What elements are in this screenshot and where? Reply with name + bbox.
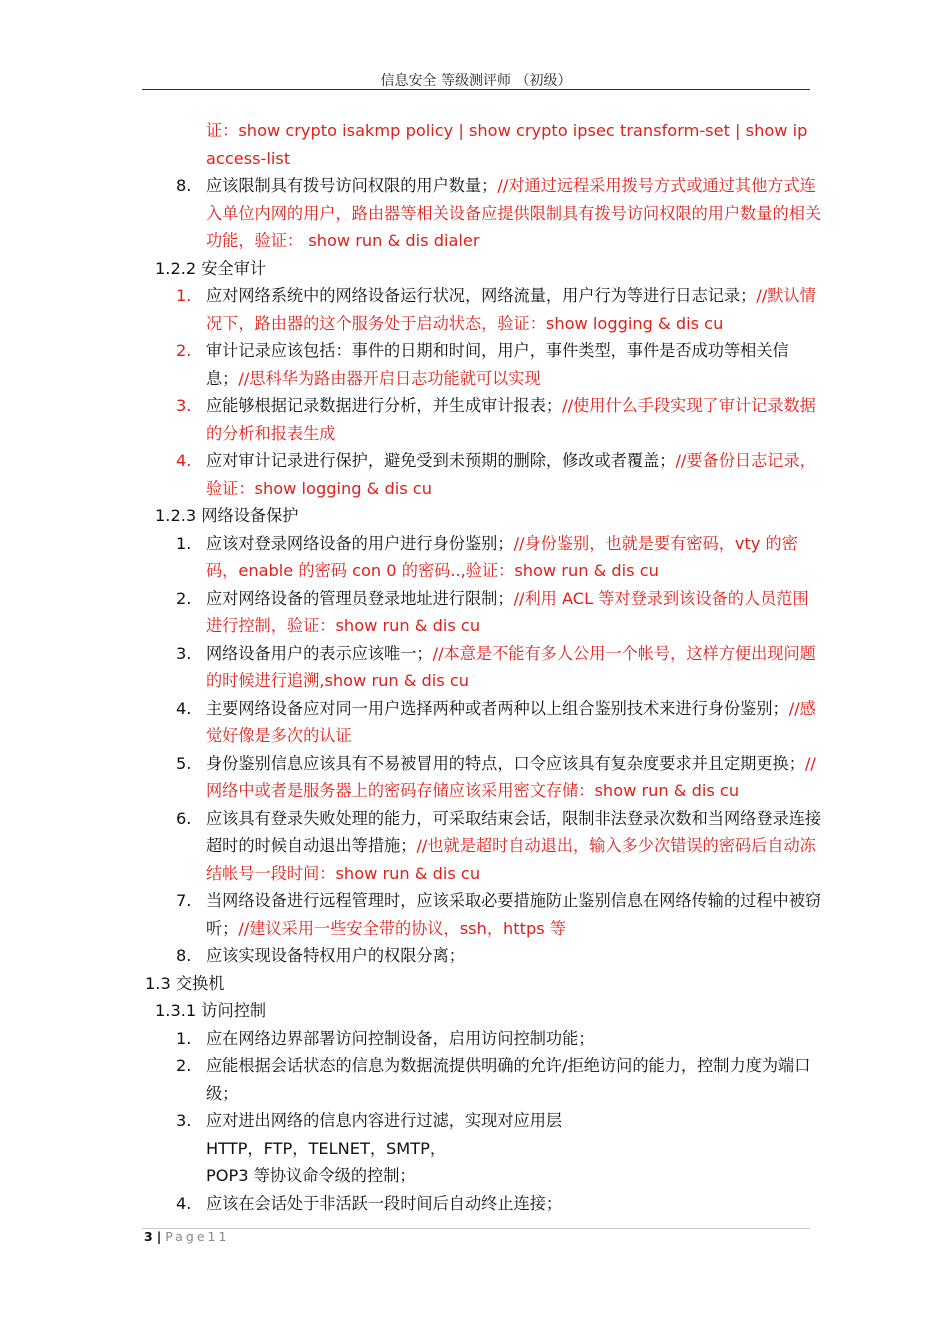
list-item	[142, 392, 822, 447]
item-text-line: HTTP，FTP，TELNET，SMTP，	[206, 1138, 447, 1158]
list-item	[142, 282, 822, 337]
item-note: //利用 ACL 等对登录到该设备的人员范围进行控制，验证：show run & dis cu	[206, 588, 809, 635]
footer-divider	[142, 1228, 810, 1229]
list-item	[142, 1052, 822, 1107]
item-text: 网络设备用户的表示应该唯一；	[206, 643, 433, 663]
list-item	[142, 172, 822, 255]
item-text: 应对审计记录进行保护，避免受到未预期的删除，修改或者覆盖；	[206, 451, 676, 470]
item-number: 8.	[176, 946, 192, 965]
item-text: 主要网络设备应对同一用户选择两种或者两种以上组合鉴别技术来进行身份鉴别；	[206, 698, 789, 718]
item-number: 1.	[176, 286, 192, 305]
page-footer	[144, 1229, 229, 1244]
item-number: 1.	[176, 1028, 192, 1048]
item-text-line: 应对进出网络的信息内容进行过滤，实现对应用层	[206, 1111, 563, 1130]
page-number: 3	[144, 1229, 153, 1244]
item-number: 3.	[176, 643, 192, 663]
item-number: 3.	[176, 396, 192, 415]
item-number: 2.	[176, 1056, 192, 1075]
item-note: //使用什么手段实现了审计记录数据的分析和报表生成	[206, 396, 816, 443]
item-note: //思科华为路由器开启日志功能就可以实现	[238, 368, 541, 388]
item-note: //网络中或者是服务器上的密码存储应该采用密文存储：show run & dis cu	[206, 753, 816, 800]
list-item	[142, 1025, 822, 1053]
item-text: 应该在会话处于非活跃一段时间后自动终止连接；	[206, 1193, 563, 1213]
section-heading-1-2-3: 1.2.3 网络设备保护	[155, 506, 299, 525]
item-number: 3.	[176, 1111, 192, 1130]
item-text: 应该实现设备特权用户的权限分离；	[206, 946, 465, 965]
section-heading-1-3-1: 1.3.1 访问控制	[155, 1001, 267, 1020]
item-text: 应对网络系统中的网络设备运行状况，网络流量，用户行为等进行日志记录；	[206, 286, 757, 305]
item-number: 4.	[176, 1193, 192, 1213]
item-number: 5.	[176, 753, 192, 773]
item-number: 2.	[176, 341, 192, 360]
footer-separator: |	[156, 1229, 162, 1244]
item-text-line: POP3 等协议命令级的控制；	[206, 1166, 416, 1185]
item-number: 8.	[176, 176, 192, 195]
list-item	[142, 530, 822, 585]
item-text: 应在网络边界部署访问控制设备，启用访问控制功能；	[206, 1028, 595, 1048]
list-item	[142, 447, 822, 502]
item-text: 应能够根据记录数据进行分析，并生成审计报表；	[206, 396, 563, 415]
list-item	[142, 805, 822, 888]
item-text: 应该限制具有拨号访问权限的用户数量；	[206, 176, 498, 195]
item-number: 6.	[176, 808, 192, 828]
list-item	[142, 887, 822, 942]
list-item	[142, 1190, 822, 1218]
item-text: 应该对登录网络设备的用户进行身份鉴别；	[206, 533, 514, 553]
item-number: 7.	[176, 891, 192, 910]
item-text: 应对网络设备的管理员登录地址进行限制；	[206, 588, 514, 608]
item-note: //感觉好像是多次的认证	[206, 698, 816, 745]
header-divider	[142, 89, 810, 90]
item-number: 2.	[176, 588, 192, 608]
section-heading-1-2-2: 1.2.2 安全审计	[155, 258, 267, 278]
item-text: 应该具有登录失败处理的能力，可采取结束会话，限制非法登录次数和当网络登录连接超时的时候自动退出等措施；	[206, 808, 822, 855]
item-note: //本意是不能有多人公用一个帐号，这样方便出现问题的时候进行追溯,show run & dis cu	[206, 643, 816, 690]
continued-note: 证：show crypto isakmp policy | show crypto ipsec transform-set | show ip access-list	[206, 121, 808, 168]
item-text: 应能根据会话状态的信息为数据流提供明确的允许/拒绝访问的能力，控制力度为端口级；	[206, 1056, 811, 1103]
item-note: //建议采用一些安全带的协议，ssh，https 等	[238, 918, 567, 938]
item-note: //对通过远程采用拨号方式或通过其他方式连入单位内网的用户，路由器等相关设备应提供限制具有拨号访问权限的用户数量的相关功能，验证： show run & dis dialer	[206, 176, 822, 250]
document-body	[142, 117, 822, 1217]
item-text: 当网络设备进行远程管理时，应该采取必要措施防止鉴别信息在网络传输的过程中被窃听；	[206, 891, 822, 938]
item-note: //身份鉴别，也就是要有密码，vty 的密码，enable 的密码 con 0 的密码..,验证：show run & dis cu	[206, 533, 798, 580]
item-number: 4.	[176, 698, 192, 718]
item-note: //默认情况下，路由器的这个服务处于启动状态，验证：show logging & dis cu	[206, 286, 816, 333]
item-text: 身份鉴别信息应该具有不易被冒用的特点，口令应该具有复杂度要求并且定期更换；	[206, 753, 805, 773]
page-label: Page11	[165, 1229, 230, 1244]
list-item	[142, 1107, 822, 1190]
list-item	[142, 337, 822, 392]
item-number: 1.	[176, 533, 192, 553]
item-number: 4.	[176, 451, 192, 470]
list-item	[142, 640, 822, 695]
item-note: //也就是超时自动退出，输入多少次错误的密码后自动冻结帐号一段时间：show run & dis cu	[206, 836, 816, 883]
list-item	[142, 695, 822, 750]
list-item	[142, 942, 822, 970]
item-text: 审计记录应该包括：事件的日期和时间，用户，事件类型，事件是否成功等相关信息；	[206, 341, 789, 388]
list-item	[142, 750, 822, 805]
section-heading-1-3: 1.3 交换机	[145, 973, 225, 993]
item-note: //要备份日志记录，验证：show logging & dis cu	[206, 451, 816, 498]
list-item	[142, 585, 822, 640]
page-header: 信息安全 等级测评师 （初级）	[380, 73, 572, 89]
